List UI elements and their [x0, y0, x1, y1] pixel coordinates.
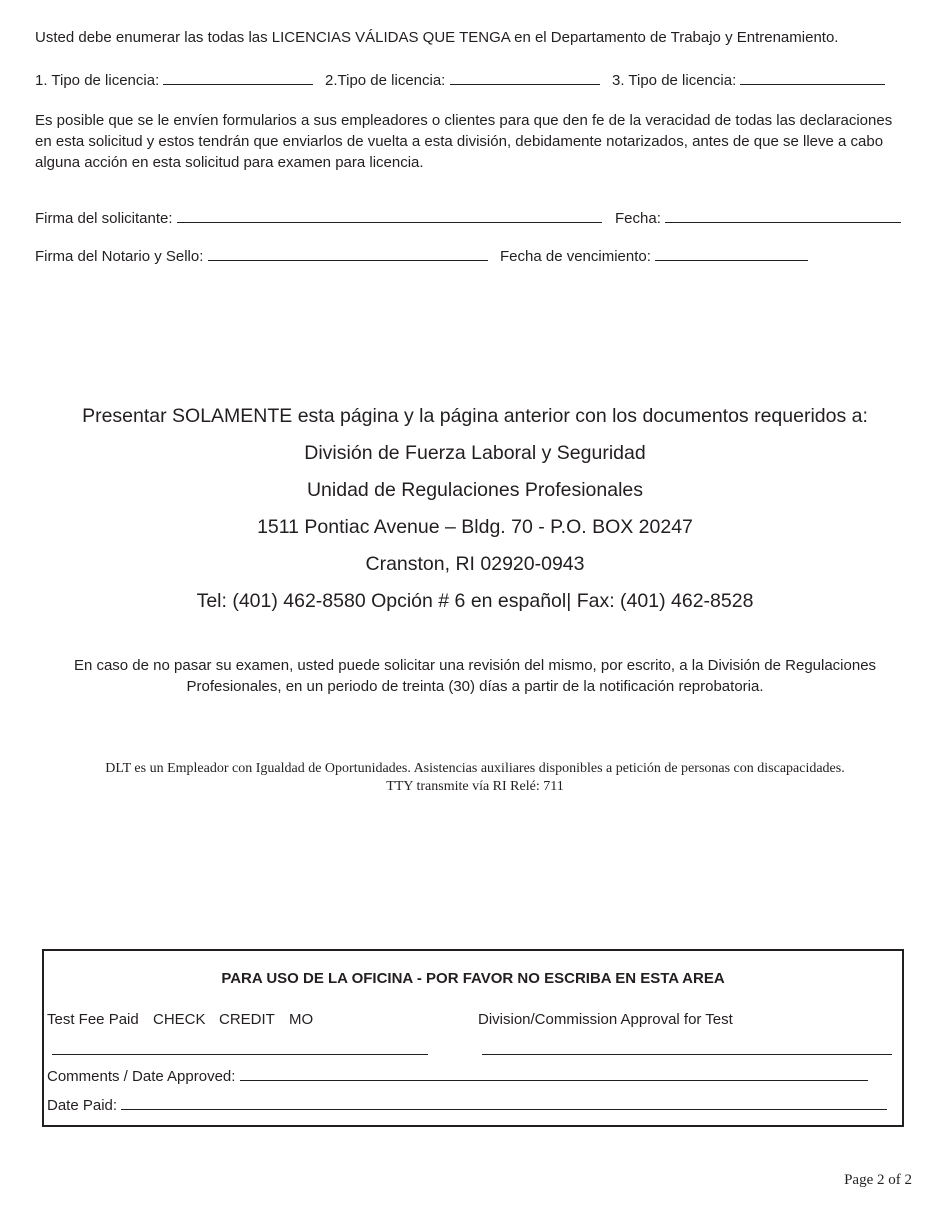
applicant-signature-blank[interactable]	[177, 208, 602, 223]
notary-signature-label: Firma del Notario y Sello:	[35, 248, 204, 265]
eeo-notice	[0, 760, 950, 796]
approval-label: Division/Commission Approval for Test	[478, 1011, 733, 1028]
date-field	[615, 208, 901, 229]
phone-fax: Tel: (401) 462-8580 Opción # 6 en español| Fax: (401) 462-8528	[196, 590, 754, 612]
office-use-box	[42, 949, 904, 1127]
date-paid-blank[interactable]	[121, 1095, 887, 1110]
applicant-signature-field	[35, 208, 602, 229]
date-paid-label: Date Paid:	[47, 1097, 118, 1114]
date-blank[interactable]	[665, 208, 901, 223]
approval-blank[interactable]	[482, 1054, 892, 1055]
license-type-2-field	[325, 70, 600, 91]
notary-signature-blank[interactable]	[208, 246, 488, 261]
expiration-date-field	[500, 246, 808, 267]
check-option[interactable]: CHECK	[153, 1011, 206, 1028]
license-type-1-blank[interactable]	[163, 70, 313, 85]
intro-text: Usted debe enumerar las todas las LICENCIAS VÁLIDAS QUE TENGA en el Departamento de Trabajo y Entrenamiento.	[35, 29, 839, 46]
address-block	[0, 398, 950, 620]
expiration-date-blank[interactable]	[655, 246, 808, 261]
page-number: Page 2 of 2	[844, 1172, 912, 1188]
applicant-signature-label: Firma del solicitante:	[35, 210, 173, 227]
review-notice	[0, 655, 950, 697]
license-type-3-blank[interactable]	[740, 70, 885, 85]
credit-option[interactable]: CREDIT	[219, 1011, 275, 1028]
test-fee-paid-label: Test Fee Paid	[47, 1011, 139, 1028]
date-label: Fecha:	[615, 210, 661, 227]
comments-field	[47, 1066, 868, 1087]
comments-blank[interactable]	[240, 1066, 868, 1081]
license-type-3-label: 3. Tipo de licencia:	[612, 72, 737, 89]
city-state-zip: Cranston, RI 02920-0943	[365, 553, 585, 575]
comments-label: Comments / Date Approved:	[47, 1068, 236, 1085]
division-name: División de Fuerza Laboral y Seguridad	[304, 442, 646, 464]
review-notice-line-1: En caso de no pasar su examen, usted puede solicitar una revisión del mismo, por escrito, a la División de Regulaciones	[73, 657, 877, 674]
license-type-3-field	[612, 70, 885, 91]
submission-instruction: Presentar SOLAMENTE esta página y la página anterior con los documentos requeridos a:	[82, 405, 868, 427]
review-notice-line-2: Profesionales, en un periodo de treinta (30) días a partir de la notificación reprobatoria.	[186, 678, 764, 695]
license-type-1-field	[35, 70, 313, 91]
street-address: 1511 Pontiac Avenue – Bldg. 70 - P.O. BOX 20247	[257, 516, 693, 538]
mo-option[interactable]: MO	[289, 1011, 314, 1028]
office-use-heading: PARA USO DE LA OFICINA - POR FAVOR NO ESCRIBA EN ESTA AREA	[221, 970, 725, 987]
eeo-notice-line-1: DLT es un Empleador con Igualdad de Oportunidades. Asistencias auxiliares disponibles a petición de personas con discapacidades.	[105, 761, 845, 776]
notice-paragraph: Es posible que se le envíen formularios a sus empleadores o clientes para que den fe de la veracidad de todas las declaraciones en esta solicitud y estos tendrán que enviarlos de vuelta a esta división, debidamente notarizados, antes de que se lleve a cabo alguna acción en esta solicitud para examen para licencia.	[35, 112, 893, 171]
license-type-2-blank[interactable]	[450, 70, 600, 85]
license-type-2-label: 2.Tipo de licencia:	[325, 72, 446, 89]
license-type-1-label: 1. Tipo de licencia:	[35, 72, 160, 89]
fee-paid-blank[interactable]	[52, 1054, 428, 1055]
eeo-notice-line-2: TTY transmite vía RI Relé: 711	[386, 779, 564, 794]
date-paid-field	[47, 1095, 887, 1116]
unit-name: Unidad de Regulaciones Profesionales	[306, 479, 644, 501]
expiration-date-label: Fecha de vencimiento:	[500, 248, 651, 265]
notary-signature-field	[35, 246, 488, 267]
